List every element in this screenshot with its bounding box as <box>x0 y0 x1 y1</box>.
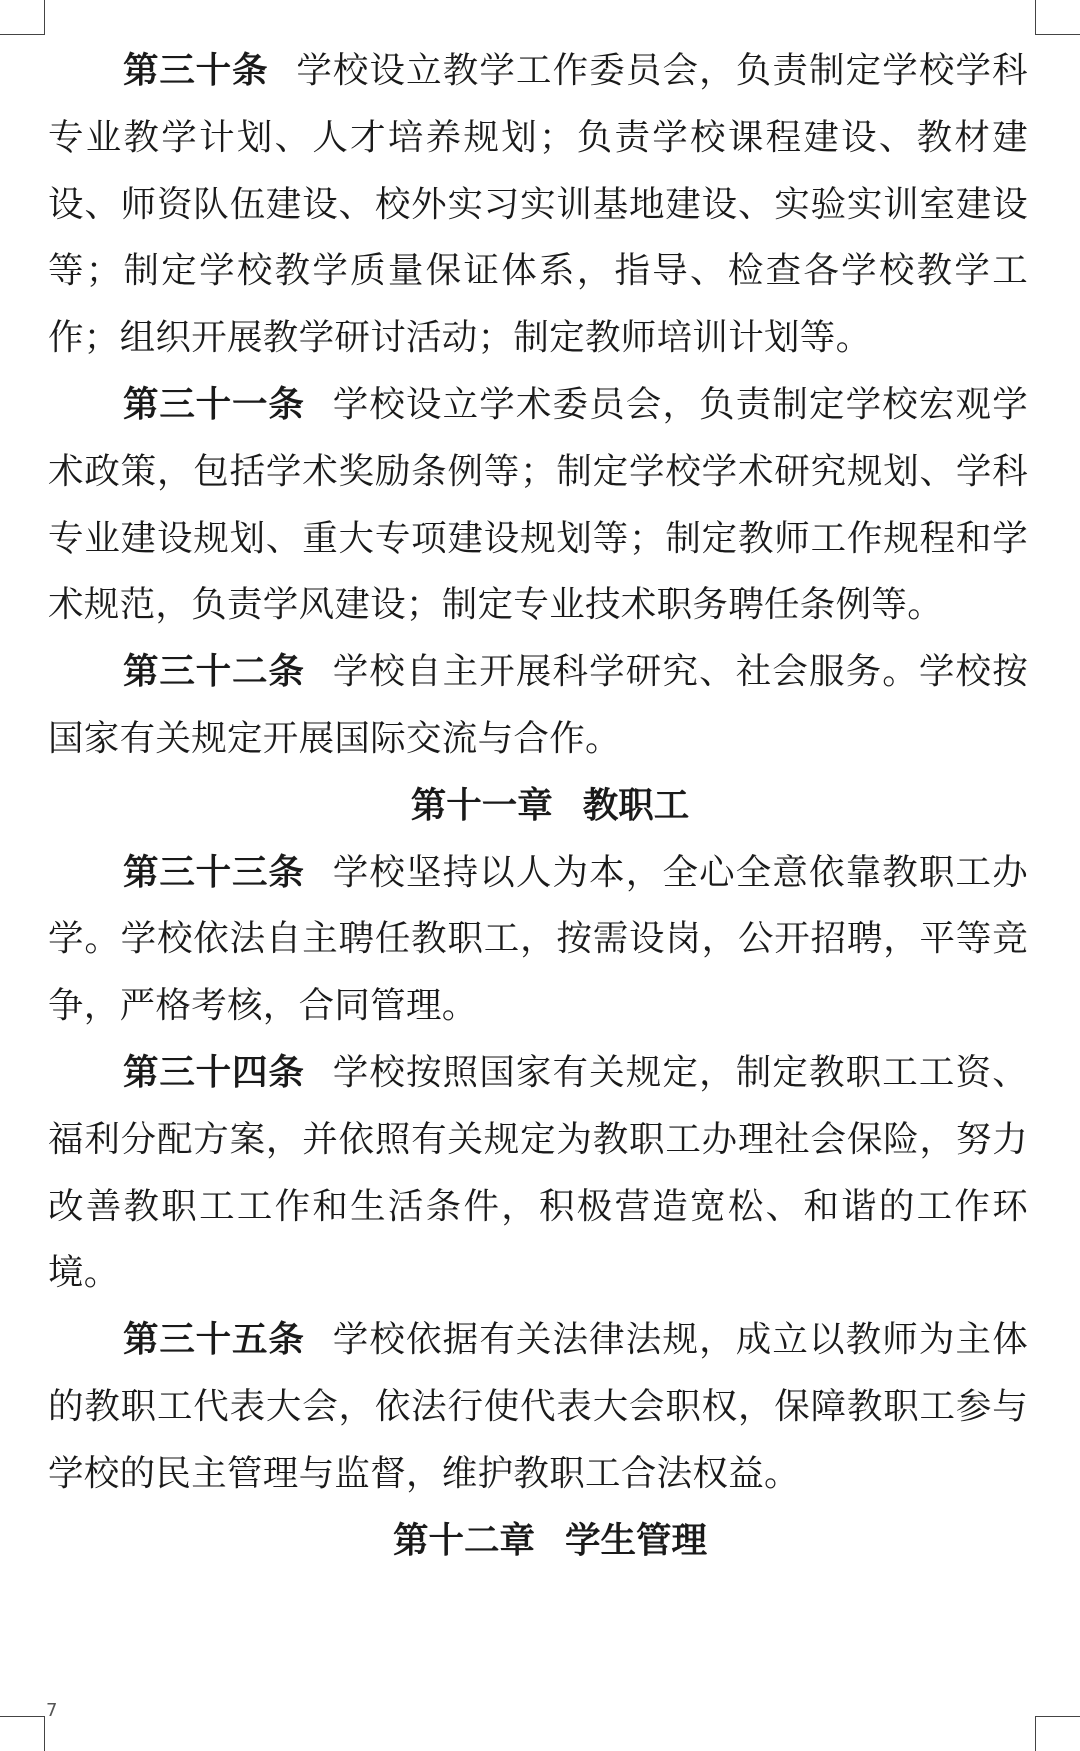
chapter-heading-11 <box>48 773 1028 840</box>
article-35 <box>48 1307 1028 1507</box>
article-text: 学校坚持以人为本，全心全意依靠教职工办学。学校依法自主聘任教职工，按需设岗，公开招聘，平等竞争，严格考核，合同管理。 <box>48 851 1028 1027</box>
page-number: 7 <box>46 1700 58 1721</box>
article-text: 学校按照国家有关规定，制定教职工工资、福利分配方案，并依照有关规定为教职工办理社会保险，努力改善教职工工作和生活条件，积极营造宽松、和谐的工作环境。 <box>48 1051 1028 1294</box>
article-text: 学校设立教学工作委员会，负责制定学校学科专业教学计划、人才培养规划；负责学校课程建设、教材建设、师资队伍建设、校外实习实训基地建设、实验实训室建设等；制定学校教学质量保证体系，指导、检查各学校教学工作；组织开展教学研讨活动；制定教师培训计划等。 <box>48 50 1028 359</box>
document-page <box>48 38 1028 1574</box>
article-33 <box>48 840 1028 1040</box>
article-30 <box>48 38 1028 372</box>
article-number: 第三十条 <box>123 50 269 91</box>
chapter-title: 学生管理 <box>565 1519 708 1561</box>
article-32 <box>48 639 1028 773</box>
article-number: 第三十四条 <box>123 1051 305 1093</box>
article-34 <box>48 1040 1028 1307</box>
crop-mark-top-right <box>1035 0 1080 35</box>
article-number: 第三十二条 <box>123 651 305 693</box>
article-text: 学校设立学术委员会，负责制定学校宏观学术政策，包括学术奖励条例等；制定学校学术研究规划、学科专业建设规划、重大专项建设规划等；制定教师工作规程和学术规范，负责学风建设；制定专业技术职务聘任条例等。 <box>48 383 1028 626</box>
article-text: 学校依据有关法律法规，成立以教师为主体的教职工代表大会，依法行使代表大会职权，保障教职工参与学校的民主管理与监督，维护教职工合法权益。 <box>48 1319 1028 1494</box>
chapter-title: 教职工 <box>582 784 690 826</box>
article-31 <box>48 372 1028 639</box>
article-text: 学校自主开展科学研究、社会服务。学校按国家有关规定开展国际交流与合作。 <box>48 651 1028 759</box>
chapter-number: 第十二章 <box>392 1519 535 1561</box>
article-number: 第三十五条 <box>123 1319 305 1361</box>
crop-mark-top-left <box>0 0 45 35</box>
article-number: 第三十一条 <box>123 383 305 425</box>
chapter-heading-12 <box>48 1508 1028 1575</box>
crop-mark-bottom-right <box>1035 1716 1080 1751</box>
article-number: 第三十三条 <box>123 851 305 893</box>
crop-mark-bottom-left <box>0 1716 45 1751</box>
chapter-number: 第十一章 <box>410 784 553 826</box>
